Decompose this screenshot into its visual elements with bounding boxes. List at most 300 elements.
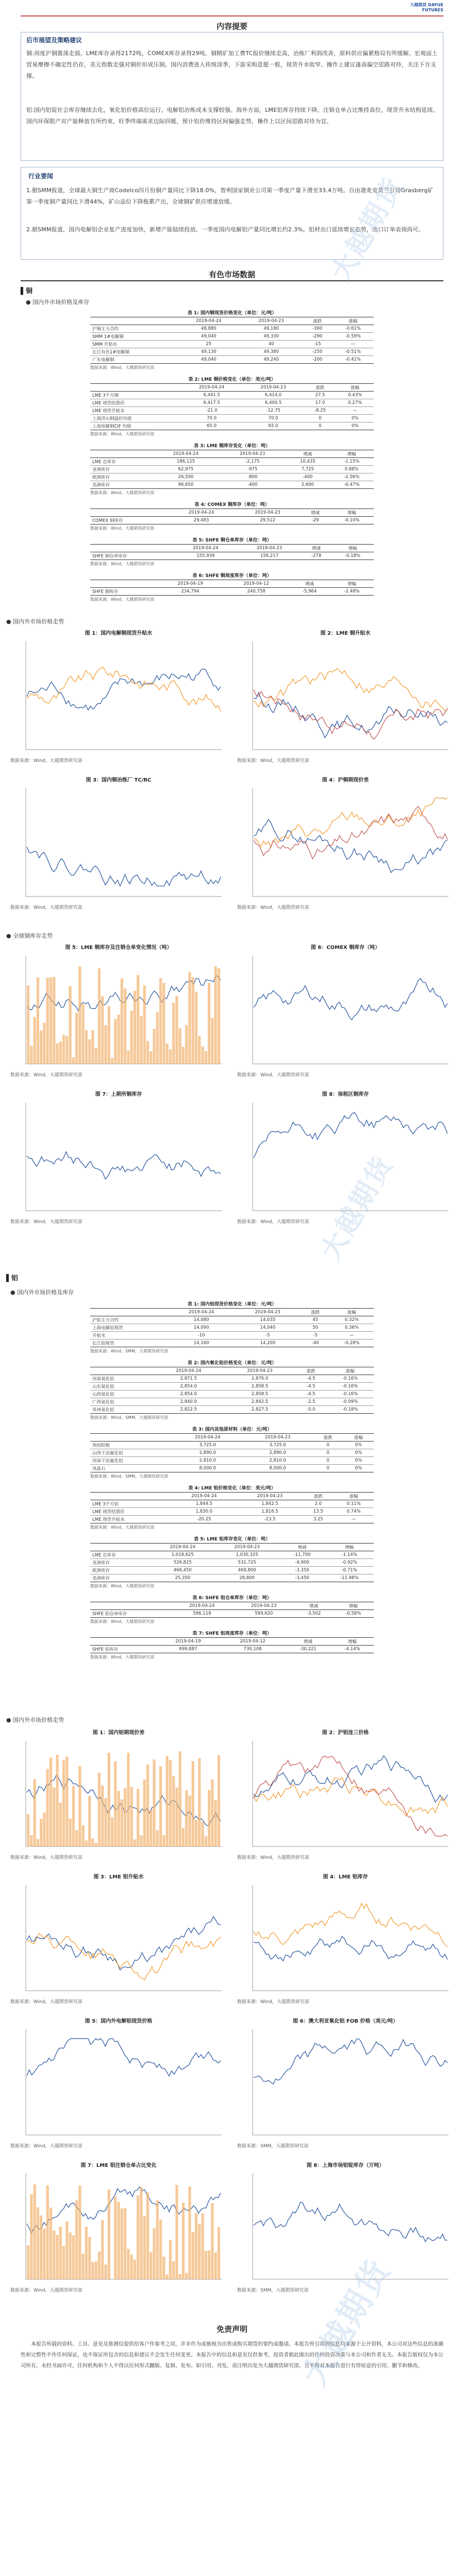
- table-cell: 升贴水: [90, 1332, 168, 1340]
- table-header-cell: 增幅: [330, 580, 374, 588]
- industry-heading: 行业要闻: [28, 173, 54, 180]
- chart-source: 数据来源：Wind，大越期货研究部: [237, 758, 309, 764]
- table-row: [90, 466, 374, 473]
- bar: [40, 1819, 42, 1846]
- table-cell: 2,810.0: [173, 1457, 243, 1465]
- chart-plot: [237, 2026, 454, 2142]
- bar: [30, 1046, 32, 1064]
- table-source: 数据来源：Wind，大越期货研究部: [90, 526, 155, 531]
- table-cell: 0%: [343, 1465, 374, 1472]
- bar: [53, 977, 55, 1064]
- table-cell: 14,160: [168, 1340, 235, 1347]
- bar: [124, 2208, 126, 2279]
- table-cell: 3.25: [303, 1516, 334, 1523]
- table-cell: 25,350: [151, 1574, 215, 1582]
- table-header-cell: 增减: [295, 1602, 333, 1610]
- table-row: [90, 356, 374, 364]
- table-cell: —: [334, 1516, 374, 1523]
- chart-panel: [237, 1872, 454, 2009]
- bar: [121, 1800, 123, 1846]
- table-header-cell: 增减: [286, 450, 329, 458]
- series-line: [27, 1917, 221, 1970]
- table-header-cell: 增幅: [332, 545, 374, 552]
- al-table-block: [90, 1594, 374, 1624]
- bar: [134, 991, 136, 1064]
- chart-title: 图 3：LME 铝升贴水: [93, 1874, 144, 1880]
- chart-panel: [237, 775, 454, 914]
- bar: [78, 2185, 81, 2279]
- data-table: [90, 580, 374, 596]
- bar: [205, 1051, 207, 1064]
- table-source: 数据来源：Wind，大越期货研究部: [90, 1655, 155, 1659]
- bar: [46, 1769, 49, 1846]
- bar: [56, 1043, 58, 1064]
- data-table: [90, 1543, 374, 1582]
- table-header-cell: [90, 384, 181, 392]
- table-cell: -0.71%: [325, 1567, 374, 1574]
- table-cell: 49,180: [240, 325, 302, 333]
- data-table: [90, 1308, 374, 1347]
- copper-tables: [90, 309, 374, 607]
- table-cell: 25: [177, 341, 240, 348]
- bar: [153, 1029, 155, 1064]
- bar: [91, 2262, 94, 2279]
- table-row: [90, 407, 374, 415]
- table-cell: 1,844.5: [171, 1500, 237, 1508]
- series-line: [254, 1936, 448, 1961]
- bar: [95, 1048, 97, 1064]
- bar: [182, 2203, 185, 2279]
- chart-panel: [10, 943, 227, 1082]
- table-cell: 96,650: [153, 481, 219, 489]
- chart-source: 数据来源：Wind，大越期货研究部: [10, 1219, 82, 1225]
- table-header-cell: 2019-04-23: [237, 1493, 303, 1500]
- table-header-cell: 2019-04-24: [153, 1367, 224, 1375]
- table-cell: 13.5: [303, 1508, 334, 1516]
- table-source: 数据来源：Wind，大越期货研究部: [90, 562, 155, 566]
- chart-plot: [10, 1099, 227, 1218]
- bar: [72, 1786, 75, 1846]
- table-cell: 1,030,325: [215, 1551, 279, 1559]
- bar: [59, 1803, 62, 1846]
- table-cell: 0: [313, 1457, 343, 1465]
- table-cell: -0.16%: [326, 1383, 374, 1391]
- table-row: [90, 1391, 374, 1398]
- table-cell: 6,417.5: [181, 399, 242, 407]
- table-title: 表 1: 国内铜现货价格变化（单位：元/吨）: [187, 311, 277, 316]
- table-cell: 62,975: [153, 466, 219, 473]
- data-table: [90, 450, 374, 489]
- bar: [59, 2227, 62, 2279]
- table-cell: LME 现货结算价: [90, 1508, 171, 1516]
- bar: [72, 1057, 75, 1064]
- bar: [150, 2252, 152, 2279]
- data-table: [90, 1492, 374, 1523]
- bar: [53, 1788, 55, 1846]
- bar: [214, 1800, 217, 1846]
- bar: [124, 989, 126, 1064]
- table-row: [90, 1449, 374, 1457]
- table-header-cell: 增幅: [333, 1602, 374, 1610]
- table-source: 数据来源：Wind，大越期货研究部: [90, 1584, 155, 1588]
- table-header-cell: 涨跌: [313, 1434, 343, 1442]
- bar: [114, 1019, 117, 1064]
- bar: [37, 977, 39, 1064]
- table-cell: -23.5: [237, 1516, 303, 1523]
- table-cell: -1.14%: [325, 1551, 374, 1559]
- bar: [85, 1840, 88, 1846]
- table-header-cell: 增减: [301, 545, 332, 552]
- table-cell: -2.5: [295, 1398, 326, 1406]
- table-cell: 0.36%: [330, 1324, 374, 1332]
- bar: [72, 2235, 75, 2279]
- table-cell: 0.43%: [336, 392, 374, 399]
- series-line: [254, 1777, 448, 1816]
- al-table-block: [90, 1300, 374, 1354]
- aluminum-heading: ▌铝: [6, 1275, 19, 1282]
- cu-stock-subheading: ● 全球铜库存走势: [6, 933, 53, 939]
- bar: [117, 2202, 120, 2279]
- table-cell: -0.47%: [329, 481, 374, 489]
- table-cell: -278: [301, 552, 332, 560]
- bar: [198, 1036, 201, 1064]
- table-header-cell: 涨跌: [295, 1367, 326, 1375]
- bar: [153, 2228, 155, 2279]
- table-cell: 14,200: [235, 1340, 301, 1347]
- table-cell: 亚洲库存: [90, 466, 153, 473]
- bar: [56, 2235, 58, 2279]
- bar: [218, 1755, 220, 1846]
- bar: [111, 1818, 113, 1846]
- bar: [91, 1838, 94, 1846]
- table-cell: 0%: [343, 1457, 374, 1465]
- bar: [169, 1049, 172, 1064]
- chart-title: 图 3：国内铜冶炼厂 TC/RC: [86, 777, 152, 783]
- bar: [69, 2232, 71, 2279]
- table-cell: 14,090: [168, 1324, 235, 1332]
- table-header-cell: [90, 1544, 151, 1551]
- table-header-cell: [90, 1638, 156, 1646]
- bar: [146, 2192, 149, 2279]
- table-cell: 29,512: [235, 517, 301, 524]
- table-cell: 40: [240, 341, 302, 348]
- table-header-cell: 增幅: [325, 1544, 374, 1551]
- bar: [165, 1756, 168, 1846]
- chart-title: 图 4：LME 铝库存: [323, 1874, 368, 1880]
- table-cell: -0.92%: [325, 1559, 374, 1567]
- table-cell: 2,890.0: [173, 1449, 243, 1457]
- table-cell: -1.15%: [329, 458, 374, 466]
- table-cell: 欧洲库存: [90, 473, 153, 481]
- series-line: [254, 692, 448, 738]
- table-cell: -0.61%: [332, 325, 374, 333]
- bar: [188, 2187, 191, 2279]
- bar: [121, 2209, 123, 2279]
- table-cell: 0.27%: [336, 399, 374, 407]
- table-cell: 长江铝现货: [90, 1340, 168, 1347]
- bar: [162, 1835, 165, 1846]
- table-cell: 广西氧化铝: [90, 1398, 153, 1406]
- bar: [195, 1820, 197, 1846]
- bar: [137, 2195, 139, 2279]
- chart-source: 数据来源：Wind，大越期货研究部: [237, 1073, 309, 1078]
- table-cell: 预焙阳极: [90, 1442, 173, 1449]
- bar: [134, 2260, 136, 2279]
- bar: [201, 1822, 204, 1846]
- table-row: [90, 1559, 374, 1567]
- series-line: [254, 690, 448, 739]
- series-line: [27, 1934, 221, 1980]
- table-cell: 526,825: [151, 1559, 215, 1567]
- bar: [114, 1761, 117, 1846]
- table-header-cell: 2019-04-24: [173, 1434, 243, 1442]
- bar: [205, 2251, 207, 2279]
- chart-title: 图 5：国内外电解铝现货价格: [85, 2019, 153, 2024]
- table-cell: -2,175: [219, 458, 286, 466]
- table-header-cell: 涨幅: [343, 1434, 374, 1442]
- table-source: 数据来源：Wind，大越期货研究部: [90, 597, 155, 602]
- table-header-cell: 2019-04-24: [151, 1544, 215, 1551]
- table-cell: 亚洲库存: [90, 1559, 151, 1567]
- table-row: [90, 1324, 374, 1332]
- table-row: [90, 481, 374, 489]
- table-row: [90, 1551, 374, 1559]
- table-title: 表 3: 国内其他原材料（单位：元/吨）: [192, 1427, 272, 1432]
- bar: [195, 992, 197, 1064]
- table-cell: 2,840.0: [153, 1398, 224, 1406]
- cu-table-block: [90, 376, 374, 437]
- data-table: [90, 544, 374, 560]
- series-line: [254, 668, 448, 711]
- chart-title: 图 8：上海市场铝锭库存（万吨）: [306, 2163, 385, 2168]
- bar: [30, 2194, 32, 2279]
- bar: [201, 1046, 204, 1064]
- bar: [95, 2261, 97, 2279]
- bar: [159, 1767, 162, 1846]
- table-header-cell: 涨幅: [330, 1309, 374, 1316]
- table-title: 表 2: LME 铜价格变化（单位：美元/吨）: [188, 377, 276, 382]
- table-cell: 2,858.5: [224, 1383, 295, 1391]
- table-row: [90, 399, 374, 407]
- bar: [143, 2216, 146, 2279]
- table-title: 表 6: SHFE 铜周度库存（单位：吨）: [192, 573, 272, 579]
- bar: [140, 1016, 142, 1064]
- chart-panel: [10, 2161, 227, 2297]
- bar: [127, 2249, 129, 2279]
- table-cell: 45: [301, 1316, 330, 1324]
- table-cell: 1,816.5: [237, 1508, 303, 1516]
- table-cell: -5,964: [289, 588, 330, 596]
- table-cell: -21.0: [181, 407, 242, 415]
- chart-panel: [237, 629, 454, 768]
- table-header-cell: 2019-04-23: [242, 384, 304, 392]
- table-header-cell: [90, 1367, 153, 1375]
- table-header-row: [90, 384, 374, 392]
- table-cell: SHFE 铜库存: [90, 588, 157, 596]
- data-table: [90, 1637, 374, 1653]
- table-cell: -8.25: [304, 407, 336, 415]
- chart-title: 图 5：LME 铜库存及注销仓单变化情况（吨）: [65, 945, 172, 951]
- bar: [156, 1012, 159, 1064]
- industry-news-1: 1.据SMM报道，全球最大铜生产商Codelco四月份铜产量同比下降18.0%，智利国家铜业公司第一季度产量下滑至33.4万吨。自由港麦克莫兰公司Grasberg矿第一季度铜产量同比下滑44%，矿山品位下降拖累产出，全球铜矿供应增速放缓。: [26, 187, 434, 205]
- table-header-cell: [90, 1309, 168, 1316]
- table-cell: 2,858.5: [224, 1391, 295, 1398]
- bar: [188, 1795, 191, 1846]
- chart-plot: [237, 1882, 454, 1998]
- bar: [211, 1018, 213, 1064]
- table-header-row: [90, 1602, 374, 1610]
- series-line: [27, 1152, 221, 1179]
- bar: [30, 1835, 32, 1846]
- chart-panel: [10, 1090, 227, 1229]
- table-row: [90, 341, 374, 348]
- chart-title: 图 7：上期所铜库存: [95, 1092, 142, 1097]
- bar: [95, 1843, 97, 1846]
- table-header-cell: 2019-04-12: [220, 1638, 285, 1646]
- bar: [140, 2187, 142, 2279]
- table-cell: -4,900: [279, 1559, 325, 1567]
- cu-stock-subheading-text: 全球铜库存走势: [13, 933, 53, 939]
- table-cell: -0.28%: [330, 1340, 374, 1347]
- table-cell: -400: [286, 473, 329, 481]
- table-header-cell: 2019-04-24: [153, 450, 219, 458]
- table-header-row: [90, 580, 374, 588]
- bar: [62, 2246, 65, 2279]
- cu-table-block: [90, 572, 374, 602]
- chart-title: 图 1：国内铝期现价差: [92, 1730, 145, 1736]
- bar: [218, 968, 220, 1064]
- bar: [117, 1791, 120, 1846]
- bar: [218, 2227, 220, 2279]
- bar: [82, 2254, 85, 2279]
- table-cell: 156,217: [238, 552, 302, 560]
- series-line: [27, 847, 221, 886]
- table-row: [90, 348, 374, 356]
- bar: [127, 1050, 129, 1064]
- table-header-cell: [90, 317, 177, 325]
- chart-plot: [237, 1738, 454, 1854]
- bar: [137, 975, 139, 1064]
- bar: [192, 1761, 194, 1846]
- chart-source: 数据来源：Wind，大越期货研究部: [237, 905, 309, 910]
- table-cell: 7,725: [286, 466, 329, 473]
- table-header-cell: 2019-04-23: [235, 1309, 301, 1316]
- table-header-cell: [90, 1602, 171, 1610]
- table-cell: 沪铝主力合约: [90, 1316, 168, 1324]
- table-cell: -0.16%: [326, 1375, 374, 1383]
- bar: [82, 1004, 85, 1064]
- bar: [150, 1810, 152, 1846]
- bar: [37, 1839, 39, 1846]
- table-cell: 2,854.0: [153, 1391, 224, 1398]
- table-header-row: [90, 1544, 374, 1551]
- bar: [27, 1814, 29, 1846]
- table-header-cell: [90, 1434, 173, 1442]
- table-header-cell: 2019-04-24: [168, 509, 235, 517]
- table-cell: 0.74%: [334, 1508, 374, 1516]
- bar: [175, 996, 178, 1064]
- series-line: [254, 1756, 448, 1836]
- bar: [172, 2261, 175, 2279]
- table-header-row: [90, 1493, 374, 1500]
- bar: [208, 983, 210, 1064]
- table-cell: 699,887: [156, 1646, 220, 1653]
- chart-plot: [10, 2026, 227, 2142]
- bar: [62, 1035, 65, 1064]
- table-cell: -400: [219, 481, 286, 489]
- table-header-cell: 2019-04-24: [168, 1309, 235, 1316]
- table-cell: -11.98%: [325, 1574, 374, 1582]
- table-row: [90, 333, 374, 341]
- table-cell: 山西干法氟化铝: [90, 1449, 173, 1457]
- al-table-block: [90, 1630, 374, 1660]
- table-header-cell: 增减: [279, 1544, 325, 1551]
- bar: [192, 2232, 194, 2279]
- chart-source: 数据来源：Wind，大越期货研究部: [10, 2144, 82, 2149]
- bar: [62, 1760, 65, 1846]
- bar: [205, 1836, 207, 1846]
- table-header-cell: 2019-04-23: [219, 450, 286, 458]
- table-cell: 1,830.0: [171, 1508, 237, 1516]
- aluminum-heading-text: 铝: [11, 1275, 19, 1282]
- table-cell: 0.32%: [330, 1316, 374, 1324]
- bar: [150, 1052, 152, 1064]
- bar: [162, 983, 165, 1064]
- table-cell: 8,000.0: [243, 1465, 313, 1472]
- table-row: [90, 1442, 374, 1449]
- bar: [27, 986, 29, 1064]
- bar: [156, 1830, 159, 1846]
- chart-source: 数据来源：Wind，大越期货研究部: [237, 1999, 309, 2005]
- bar: [111, 1058, 113, 1064]
- bar: [46, 2185, 49, 2279]
- bar: [43, 2229, 45, 2279]
- bar: [114, 2197, 117, 2279]
- bar: [104, 1798, 107, 1846]
- table-header-row: [90, 1367, 374, 1375]
- cu-data-subheading: ● 国内外市场价格及库存: [26, 299, 90, 306]
- table-header-row: [90, 317, 374, 325]
- table-cell: 2.0: [303, 1500, 334, 1508]
- table-cell: 596,118: [171, 1610, 233, 1618]
- bar: [88, 2237, 91, 2279]
- data-table: [90, 383, 374, 430]
- series-line: [254, 2202, 448, 2242]
- bar: [182, 1828, 185, 1846]
- table-cell: 3,725.0: [173, 1442, 243, 1449]
- table-header-cell: 2019-04-19: [157, 580, 223, 588]
- table-cell: 2,600: [286, 481, 329, 489]
- table-cell: 2,827.5: [224, 1406, 295, 1414]
- chart-plot: [10, 785, 227, 904]
- bar: [75, 1013, 78, 1064]
- bar: [78, 967, 81, 1064]
- table-cell: 27.5: [304, 392, 336, 399]
- bar: [130, 2255, 133, 2279]
- table-source: 数据来源：Wind，大越期货研究部: [90, 490, 155, 495]
- table-cell: 0: [304, 422, 336, 430]
- bar: [85, 1030, 88, 1064]
- table-cell: 155,939: [174, 552, 238, 560]
- table-cell: -40: [301, 1340, 330, 1347]
- bar: [104, 2265, 107, 2279]
- chart-source: 数据来源：Wind，大越期货研究部: [10, 758, 82, 764]
- table-cell: 0.88%: [329, 466, 374, 473]
- table-cell: 6,400.5: [242, 399, 304, 407]
- table-cell: 2,842.5: [224, 1398, 295, 1406]
- copper-heading-text: 铜: [26, 287, 33, 295]
- bar: [49, 977, 52, 1064]
